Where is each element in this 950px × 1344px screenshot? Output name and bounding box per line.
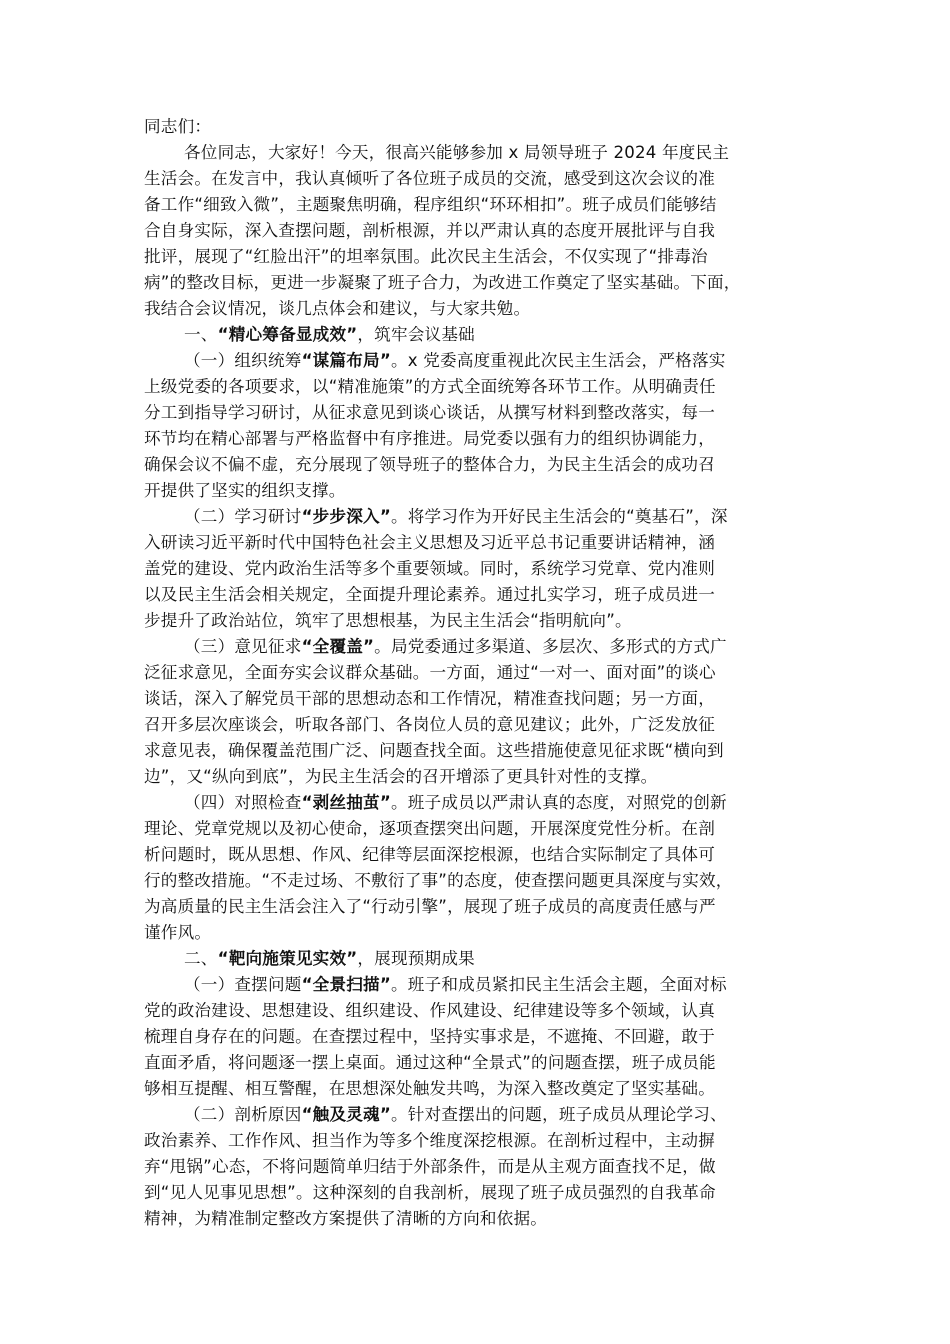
lead-label: （一）组织统筹 [184,351,302,370]
heading-number: 二、 [184,949,218,968]
document-body [144,114,824,1232]
paragraph-line: 开提供了坚实的组织支撑。 [144,481,346,500]
salutation: 同志们： [144,117,212,136]
lead-label: （三）意见征求 [184,637,302,656]
paragraph-lead [144,790,824,816]
paragraph-line: 理论、党章党规以及初心使命，逐项查摆突出问题，开展深度党性分析。在剖 [144,819,715,838]
paragraph [144,504,824,634]
paragraph-line: 上级党委的各项要求，以“精准施策”的方式全面统筹各环节工作。从明确责任 [144,377,716,396]
paragraph-lead [144,1102,824,1128]
paragraph-line: 政治素养、工作作风、担当作为等多个维度深挖根源。在剖析过程中，主动摒 [144,1131,715,1150]
lead-text: 。将学习作为开好民主生活会的“奠基石”，深 [390,507,728,526]
paragraph-line: 梳理自身存在的问题。在查摆过程中，坚持实事求是，不遮掩、不回避，敢于 [144,1027,715,1046]
paragraph-line: 到“见人见事见思想”。这种深刻的自我剖析，展现了班子成员强烈的自我革命 [144,1183,716,1202]
paragraph-line: 求意见表，确保覆盖范围广泛、问题查找全面。这些措施使意见征求既“横向到 [144,741,724,760]
lead-text: 。局党委通过多渠道、多层次、多形式的方式广 [374,637,727,656]
paragraph-line: 谈话，深入了解党员干部的思想动态和工作情况，精准查找问题；另一方面， [144,689,715,708]
paragraph-line: 召开多层次座谈会，听取各部门、各岗位人员的意见建议；此外，广泛发放征 [144,715,715,734]
lead-text: 。针对查摆出的问题，班子成员从理论学习、 [390,1105,727,1124]
lead-keyword: “剥丝抽茧” [301,793,391,812]
lead-text: 。班子成员以严肃认真的态度，对照党的创新 [390,793,727,812]
paragraph [144,972,824,1102]
paragraph-line: 批评，展现了“红脸出汗”的坦率氛围。此次民主生活会，不仅实现了“排毒治 [144,247,708,266]
paragraph-line: 入研读习近平新时代中国特色社会主义思想及习近平总书记重要讲话精神，涵 [144,533,715,552]
lead-label: （四）对照检查 [184,793,302,812]
paragraph [144,634,824,790]
paragraph-line: 够相互提醒、相互警醒，在思想深处触发共鸣，为深入整改奠定了坚实基础。 [144,1079,715,1098]
paragraph [144,790,824,946]
paragraph-line: 各位同志，大家好！今天，很高兴能够参加 x 局领导班子 2024 年度民主 [184,143,730,162]
lead-label: （一）查摆问题 [184,975,302,994]
section-heading [144,946,824,972]
paragraph-line: 以及民主生活会相关规定，全面提升理论素养。通过扎实学习，班子成员进一 [144,585,715,604]
paragraph-line: 直面矛盾，将问题逐一摆上桌面。通过这种“全景式”的问题查摆，班子成员能 [144,1053,716,1072]
heading-title: “靶向施策见实效” [217,949,358,968]
paragraph-line: 党的政治建设、思想建设、组织建设、作风建设、纪律建设等多个领域，认真 [144,1001,715,1020]
paragraph-line: 确保会议不偏不虚，充分展现了领导班子的整体合力，为民主生活会的成功召 [144,455,715,474]
lead-text: 。班子和成员紧扣民主生活会主题，全面对标 [390,975,727,994]
paragraph-line: 环节均在精心部署与严格监督中有序推进。局党委以强有力的组织协调能力， [144,429,715,448]
lead-keyword: “全覆盖” [301,637,375,656]
paragraph-line: 备工作“细致入微”，主题聚焦明确，程序组织“环环相扣”。班子成员们能够结 [144,195,717,214]
paragraph-line: 行的整改措施。“不走过场、不敷衍了事”的态度，使查摆问题更具深度与实效， [144,871,733,890]
paragraph-line: 分工到指导学习研讨，从征求意见到谈心谈话，从撰写材料到整改落实，每一 [144,403,715,422]
lead-label: （二）学习研讨 [184,507,302,526]
paragraph-line: 盖党的建设、党内政治生活等多个重要领域。同时，系统学习党章、党内准则 [144,559,715,578]
paragraph-line: 析问题时，既从思想、作风、纪律等层面深挖根源，也结合实际制定了具体可 [144,845,715,864]
heading-subtitle: ，筑牢会议基础 [357,325,475,344]
lead-text: 。x 党委高度重视此次民主生活会，严格落实 [390,351,726,370]
section-heading [144,322,824,348]
paragraph-line: 边”，又“纵向到底”，为民主生活会的召开增添了更具针对性的支撑。 [144,767,658,786]
paragraph [144,348,824,504]
paragraph-line: 病”的整改目标，更进一步凝聚了班子合力，为改进工作奠定了坚实基础。下面， [144,273,741,292]
paragraph-line: 弃“甩锅”心态，不将问题简单归结于外部条件，而是从主观方面查找不足，做 [144,1157,716,1176]
heading-subtitle: ，展现预期成果 [357,949,475,968]
heading-number: 一、 [184,325,218,344]
lead-keyword: “谋篇布局” [301,351,391,370]
paragraph-line: 合自身实际，深入查摆问题，剖析根源，并以严肃认真的态度开展批评与自我 [144,221,715,240]
lead-keyword: “触及灵魂” [301,1105,391,1124]
paragraph-line: 泛征求意见，全面夯实会议群众基础。一方面，通过“一对一、面对面”的谈心 [144,663,716,682]
lead-keyword: “步步深入” [301,507,391,526]
heading-title: “精心筹备显成效” [217,325,358,344]
paragraph-lead [144,972,824,998]
paragraph-line: 生活会。在发言中，我认真倾听了各位班子成员的交流，感受到这次会议的准 [144,169,715,188]
lead-label: （二）剖析原因 [184,1105,302,1124]
intro-paragraph [144,140,824,322]
paragraph-line: 谨作风。 [144,923,212,942]
paragraph-line: 步提升了政治站位，筑牢了思想根基，为民主生活会“指明航向”。 [144,611,632,630]
paragraph-line: 我结合会议情况，谈几点体会和建议，与大家共勉。 [144,299,531,318]
paragraph-lead [144,634,824,660]
paragraph-lead [144,348,824,374]
lead-keyword: “全景扫描” [301,975,391,994]
paragraph [144,1102,824,1232]
paragraph-line: 为高质量的民主生活会注入了“行动引擎”，展现了班子成员的高度责任感与严 [144,897,716,916]
paragraph-line: 精神，为精准制定整改方案提供了清晰的方向和依据。 [144,1209,548,1228]
paragraph-lead [144,504,824,530]
